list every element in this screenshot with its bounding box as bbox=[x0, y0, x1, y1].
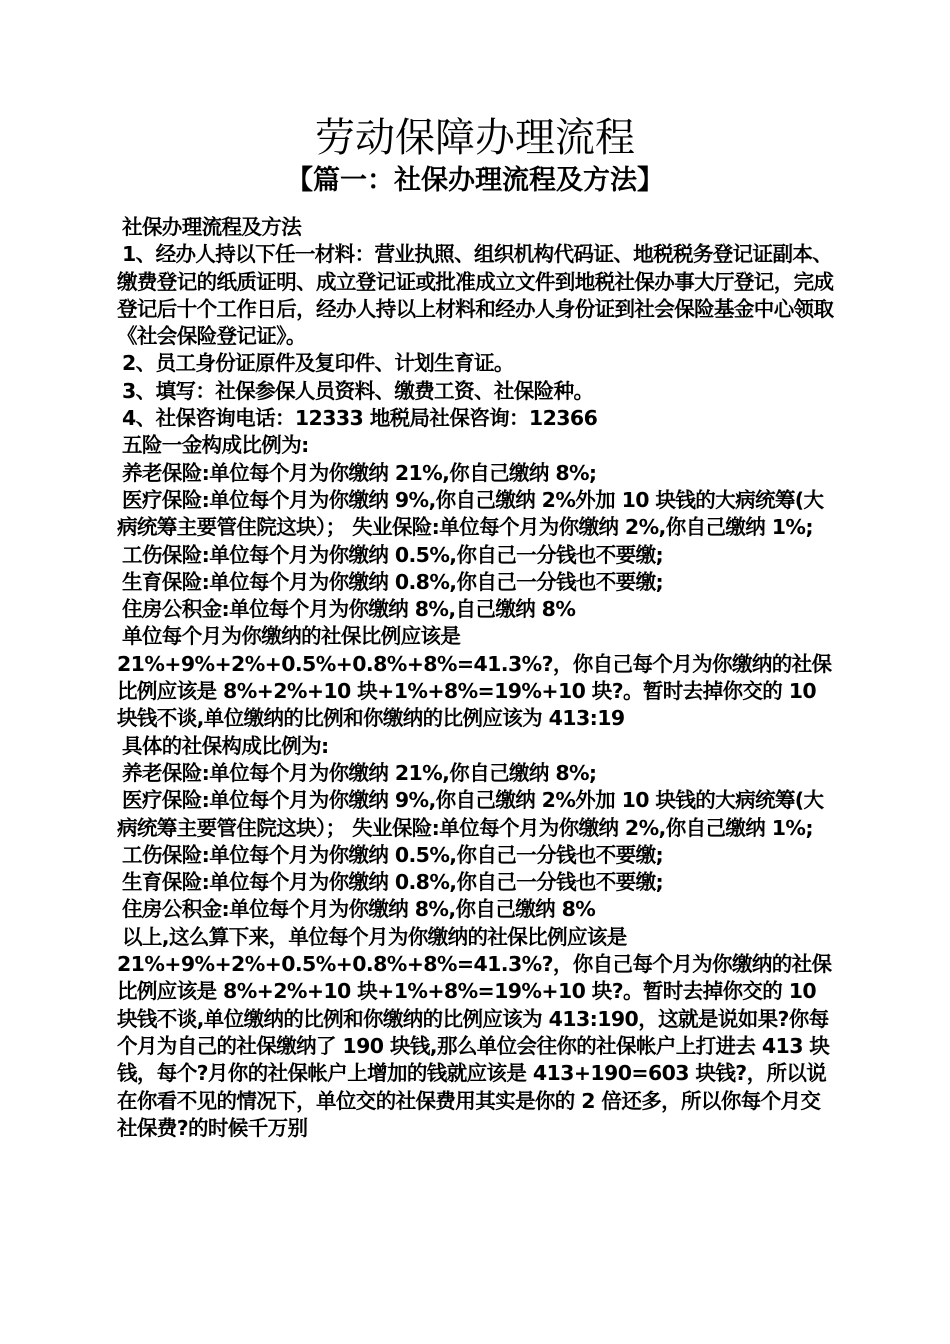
section-heading: 五险一金构成比例为: bbox=[122, 433, 309, 458]
paragraph: 4、社保咨询电话：12333 地税局社保咨询：12366 bbox=[122, 406, 598, 431]
paragraph: 生育保险:单位每个月为你缴纳 0.8%,你自己一分钱也不要缴; bbox=[122, 569, 664, 594]
section-heading: 具体的社保构成比例为: bbox=[122, 733, 329, 758]
document-subtitle: 【篇一：社保办理流程及方法】 bbox=[286, 165, 664, 196]
paragraph: 单位每个月为你缴纳的社保比例应该是 21%+9%+2%+0.5%+0.8%+8%=41.3%?，你自己每个月为你缴纳的社保比例应该是 8%+2%+10 块+1%+8%=19%+10 块?。暂时去掉你交的 10 块钱不谈,单位缴纳的比例和你缴纳的比例应该为 413:19 bbox=[117, 624, 832, 731]
paragraph: 住房公积金:单位每个月为你缴纳 8%,你自己缴纳 8% bbox=[122, 897, 596, 922]
document-title: 劳动保障办理流程 bbox=[315, 115, 635, 161]
paragraph: 医疗保险:单位每个月为你缴纳 9%,你自己缴纳 2%外加 10 块钱的大病统筹(大病统筹主要管住院这块）； 失业保险:单位每个月为你缴纳 2%,你自己缴纳 1%; bbox=[117, 788, 824, 840]
paragraph: 住房公积金:单位每个月为你缴纳 8%,自己缴纳 8% bbox=[122, 597, 576, 622]
paragraph: 3、填写：社保参保人员资料、缴费工资、社保险种。 bbox=[122, 378, 594, 403]
paragraph: 医疗保险:单位每个月为你缴纳 9%,你自己缴纳 2%外加 10 块钱的大病统筹(大病统筹主要管住院这块）； 失业保险:单位每个月为你缴纳 2%,你自己缴纳 1%; bbox=[117, 487, 824, 540]
paragraph: 以上,这么算下来，单位每个月为你缴纳的社保比例应该是 21%+9%+2%+0.5%+0.8%+8%=41.3%?，你自己每个月为你缴纳的社保比例应该是 8%+2%+10 块+1%+8%=19%+10 块?。暂时去掉你交的 10 块钱不谈,单位缴纳的比例和你缴纳的比例应该为 413:190，这就是说如果?你每个月为自己的社保缴纳了 190 块钱,那么单位会往你的社保帐户上打进去 413 块钱，每个?月你的社保帐户上增加的钱就应该是 413+190=603 块钱?，所以说在你看不见的情况下，单位交的社保费用其实是你的 2 倍还多，所以你每个月交社保费?的时候千万别 bbox=[117, 924, 832, 1140]
paragraph: 2、员工身份证原件及复印件、计划生育证。 bbox=[122, 351, 514, 376]
paragraph: 工伤保险:单位每个月为你缴纳 0.5%,你自己一分钱也不要缴; bbox=[122, 542, 664, 567]
paragraph: 生育保险:单位每个月为你缴纳 0.8%,你自己一分钱也不要缴; bbox=[122, 870, 664, 895]
paragraph: 1、经办人持以下任一材料：营业执照、组织机构代码证、地税税务登记证副本、缴费登记的纸质证明、成立登记证或批准成立文件到地税社保办事大厅登记，完成登记后十个工作日后，经办人持以上材料和经办人身份证到社会保险基金中心领取《社会保险登记证》。 bbox=[117, 242, 834, 349]
paragraph: 养老保险:单位每个月为你缴纳 21%,你自己缴纳 8%; bbox=[122, 760, 597, 785]
paragraph: 养老保险:单位每个月为你缴纳 21%,你自己缴纳 8%; bbox=[122, 460, 597, 485]
document-body bbox=[117, 214, 835, 1142]
paragraph: 工伤保险:单位每个月为你缴纳 0.5%,你自己一分钱也不要缴; bbox=[122, 842, 664, 867]
section-heading: 社保办理流程及方法 bbox=[122, 215, 302, 239]
